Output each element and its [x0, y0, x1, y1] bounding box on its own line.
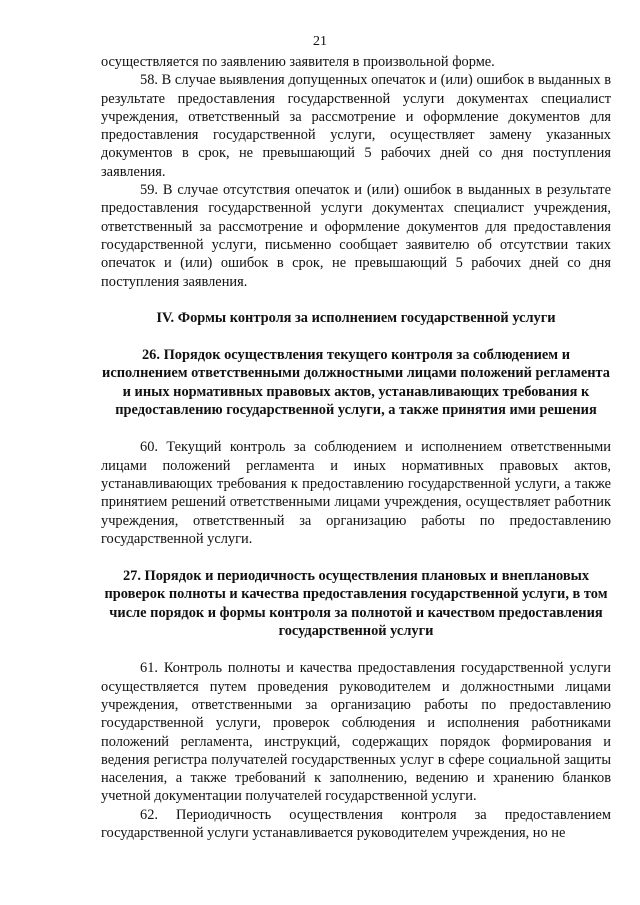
paragraph-60: 60. Текущий контроль за соблюдением и исполнением ответственными лицами положений регламента и иных нормативных правовых актов, устанавливающих требования к предоставлению государственной услуги, а также принятием решений ответственными лицами учреждения, осуществляет работник учреждения, ответственный за организацию работы по предоставлению государственной услуги.	[101, 439, 611, 547]
page-number: 21	[313, 34, 327, 49]
subsection-27-heading: 27. Порядок и периодичность осуществления плановых и внеплановых проверок полноты и качества предоставления государственной услуги, в том числе порядок и формы контроля за полнотой и качеством предоставления государственной услуги	[104, 568, 608, 640]
subsection-26-heading: 26. Порядок осуществления текущего контроля за соблюдением и исполнением ответственными должностными лицами положений регламента и иных нормативных правовых актов, устанавливающих требования к предоставлению государственной услуги, а также принятия ими решения	[102, 347, 610, 419]
section-iv-heading: IV. Формы контроля за исполнением государственной услуги	[156, 309, 556, 326]
page-body	[101, 53, 611, 842]
paragraph-61: 61. Контроль полноты и качества предоставления государственной услуги осуществляется путем проведения руководителем и должностными лицами учреждения, ответственными за организацию работы по предоставлению государственной услуги, проверок соблюдения и исполнения работниками положений регламента, инструкций, содержащих порядок формирования и ведения регистра получателей государственных услуг в сфере социальной защиты населения, а также требований к заполнению, ведению и хранению бланков учетной документации получателей государственной услуги.	[101, 660, 611, 805]
paragraph-58: 58. В случае выявления допущенных опечаток и (или) ошибок в выданных в результате предоставления государственной услуги документах специалист учреждения, ответственный за рассмотрение и оформление документов для предоставления государственной услуги, осуществляет замену указанных документов в срок, не превышающий 5 рабочих дней со дня поступления заявления.	[101, 72, 611, 180]
paragraph-59: 59. В случае отсутствия опечаток и (или) ошибок в выданных в результате предоставления государственной услуги документах специалист учреждения, ответственный за рассмотрение и оформление документов для предоставления государственной услуги, письменно сообщает заявителю об отсутствии таких опечаток и (или) ошибок в срок, не превышающий 5 рабочих дней со дня поступления заявления.	[101, 182, 611, 290]
paragraph-continuation: осуществляется по заявлению заявителя в произвольной форме.	[101, 54, 495, 70]
paragraph-62: 62. Периодичность осуществления контроля за предоставлением государственной услуги устанавливается руководителем учреждения, но не	[101, 806, 611, 841]
